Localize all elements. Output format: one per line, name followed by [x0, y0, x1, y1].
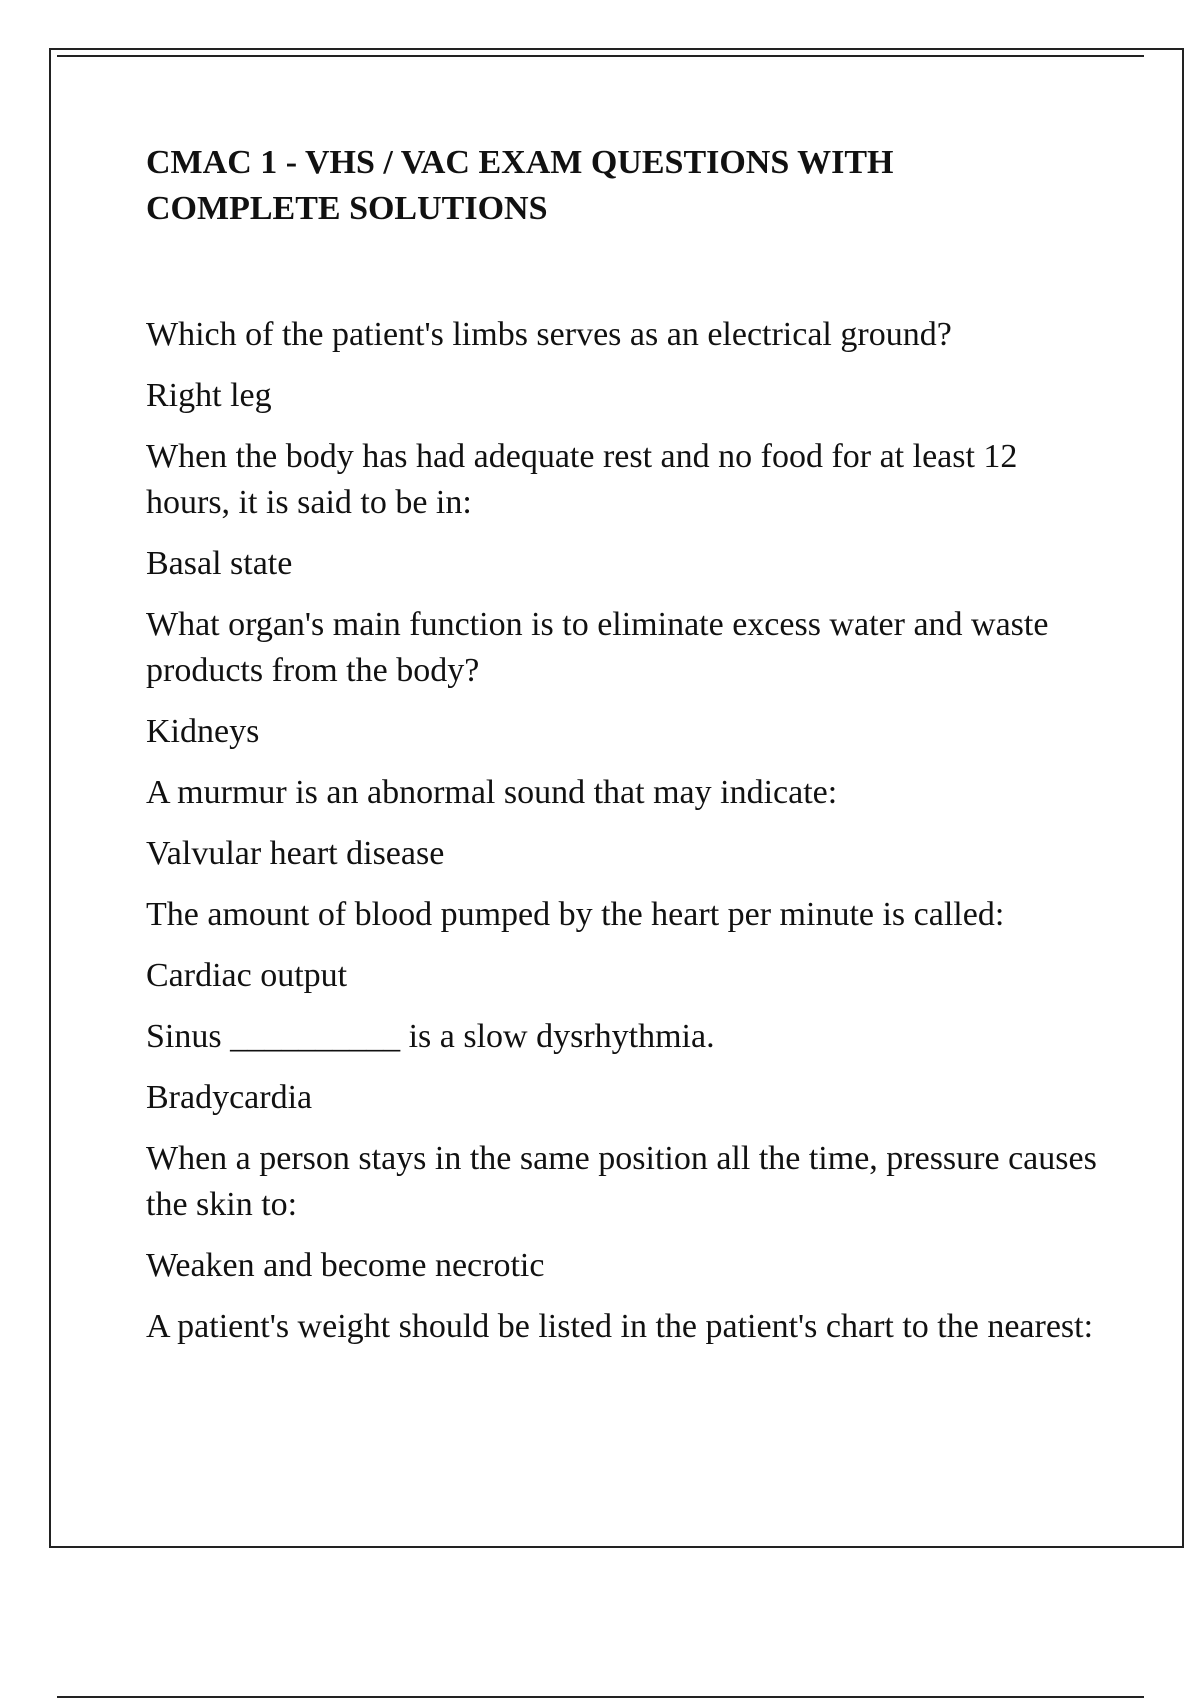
answer-text: Kidneys [146, 713, 260, 750]
question-text: A murmur is an abnormal sound that may indicate: [146, 774, 838, 811]
document-body [146, 140, 1106, 1365]
answer-text: Cardiac output [146, 957, 348, 994]
qa-list [146, 312, 1106, 1350]
answer-text: Bradycardia [146, 1079, 313, 1116]
question-text: Sinus __________ is a slow dysrhythmia. [146, 1018, 715, 1055]
bottom-rule [57, 1696, 1144, 1698]
question-text: When a person stays in the same position all the time, pressure causes the skin to: [146, 1140, 1097, 1223]
answer-text: Right leg [146, 377, 272, 414]
question-text: A patient's weight should be listed in the patient's chart to the nearest: [146, 1308, 1094, 1345]
document-title-line-2: COMPLETE SOLUTIONS [146, 190, 548, 227]
question-text: When the body has had adequate rest and no food for at least 12 hours, it is said to be in: [146, 438, 1018, 521]
question-text: The amount of blood pumped by the heart per minute is called: [146, 896, 1005, 933]
answer-text: Basal state [146, 545, 293, 582]
answer-text: Weaken and become necrotic [146, 1247, 545, 1284]
document-title-line-1: CMAC 1 - VHS / VAC EXAM QUESTIONS WITH [146, 144, 894, 181]
question-text: Which of the patient's limbs serves as an electrical ground? [146, 316, 952, 353]
question-text: What organ's main function is to eliminate excess water and waste products from the body? [146, 606, 1049, 689]
answer-text: Valvular heart disease [146, 835, 445, 872]
document-title [146, 140, 1106, 232]
